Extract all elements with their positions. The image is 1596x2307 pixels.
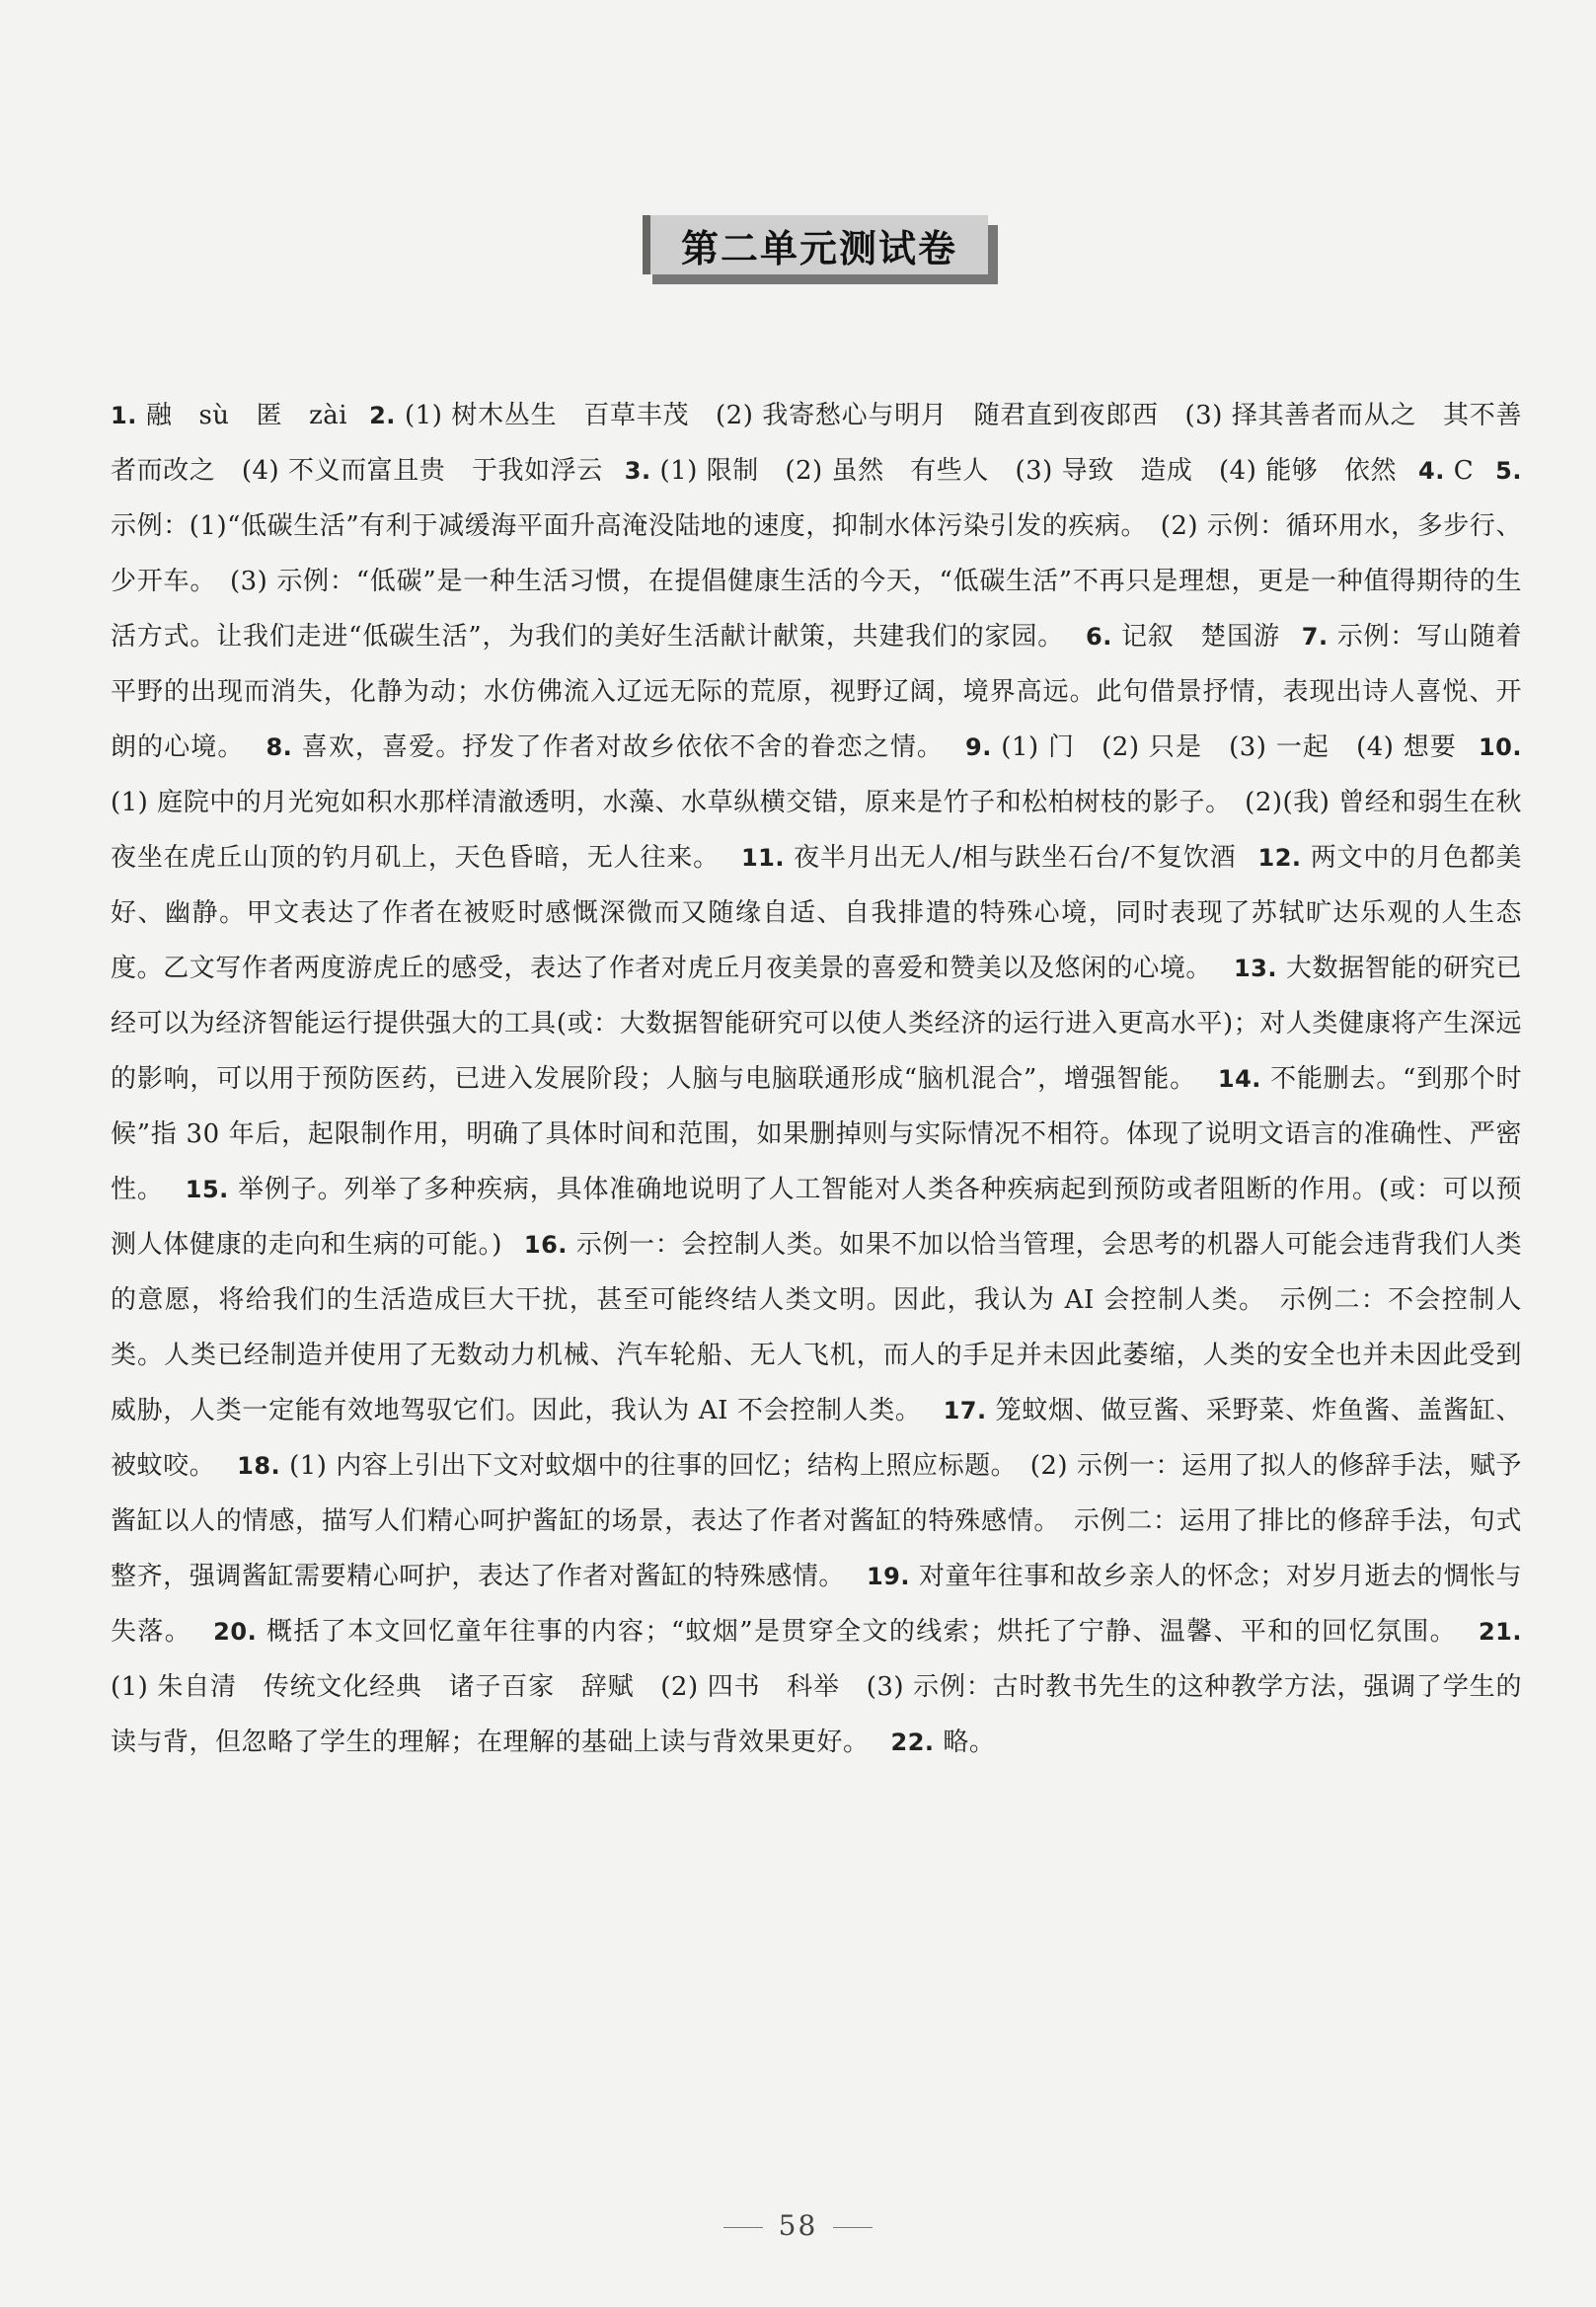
answer-body: (1) 门 (2) 只是 (3) 一起 (4) 想要 <box>1001 732 1457 762</box>
answer-body: 示例：(1)“低碳生活”有利于减缓海平面升高淹没陆地的速度，抑制水体污染引发的疾病。 (2) 示例：循环用水，多步行、少开车。 (3) 示例：“低碳”是一种生活习惯，在提倡健康生活的今天，“低碳生活”不再只是理想，更是一种值得期待的生活方式。让我们走进“低碳生活”，为我们的美好生活献计献策，共建我们的家园。 <box>111 511 1522 652</box>
answer-body: 两文中的月色都美好、幽静。甲文表达了作者在被贬时感慨深微而又随缘自适、自我排遣的特殊心境，同时表现了苏轼旷达乐观的人生态度。乙文写作者两度游虎丘的感受，表达了作者对虎丘月夜美景的喜爱和赞美以及悠闲的心境。 <box>111 843 1522 983</box>
answer-number: 14. <box>1217 1065 1271 1093</box>
answer-number: 18. <box>237 1452 290 1480</box>
answer-number: 3. <box>624 457 660 485</box>
answer-body: C <box>1453 456 1475 486</box>
answer-number: 8. <box>266 733 302 761</box>
answer-body: (1) 庭院中的月光宛如积水那样清澈透明，水藻、水草纵横交错，原来是竹子和松柏树枝的影子。 (2)(我) 曾经和弱生在秋夜坐在虎丘山顶的钓月矶上，天色昏暗，无人往来。 <box>111 788 1522 873</box>
answer-body: 融 sù 匿 zài <box>145 401 348 430</box>
section-title-block <box>643 215 998 284</box>
answer-item <box>244 732 944 762</box>
page-number: 58 <box>778 2209 818 2242</box>
answer-body: 示例一：会控制人类。如果不加以恰当管理，会思考的机器人可能会违背我们人类的意愿，将给我们的生活造成巨大干扰，甚至可能终结人类文明。因此，我认为 AI 会控制人类。 示例二：不会控制人类。人类已经制造并使用了无数动力机械、汽车轮船、无人飞机，而人的手足并未因此萎缩，人类的安全也并未因此受到威胁，人类一定能有效地驾驭它们。因此，我认为 AI 不会控制人类。 <box>111 1230 1522 1425</box>
answer-body: 不能删去。“到那个时候”指 30 年后，起限制作用，明确了具体时间和范围，如果删掉则与实际情况不相符。体现了说明文语言的准确性、严密性。 <box>111 1064 1522 1204</box>
answer-item <box>944 732 1457 762</box>
answer-body: 略。 <box>943 1728 996 1757</box>
answer-number: 9. <box>965 733 1002 761</box>
answer-number: 12. <box>1257 844 1311 872</box>
answer-body: 举例子。列举了多种疾病，具体准确地说明了人工智能对人类各种疾病起到预防或者阻断的作用。(或：可以预测人体健康的走向和生病的可能。) <box>111 1175 1522 1260</box>
answer-number: 5. <box>1495 457 1522 485</box>
answer-item <box>1397 456 1474 486</box>
answer-body: 笼蚊烟、做豆酱、采野菜、炸鱼酱、盖酱缸、被蚊咬。 <box>111 1396 1523 1481</box>
answer-number: 22. <box>890 1729 944 1756</box>
answer-number: 10. <box>1478 733 1522 761</box>
footer-dash-right <box>833 2227 873 2228</box>
answer-item <box>111 401 347 430</box>
answer-number: 19. <box>866 1563 919 1590</box>
answer-body: 记叙 楚国游 <box>1120 622 1280 652</box>
answer-body: 概括了本文回忆童年往事的内容；“蚊烟”是贯穿全文的线索；烘托了宁静、温馨、平和的回忆氛围。 <box>266 1617 1457 1647</box>
answer-item <box>603 456 1397 486</box>
answer-body: 大数据智能的研究已经可以为经济智能运行提供强大的工具(或：大数据智能研究可以使人类经济的运行进入更高水平)；对人类健康将产生深远的影响，可以用于预防医药，已进入发展阶段；人脑与电脑联通形成“脑机混合”，增强智能。 <box>111 954 1522 1094</box>
answer-item <box>1064 622 1280 652</box>
answer-number: 7. <box>1301 623 1337 651</box>
section-title: 第二单元测试卷 <box>643 215 988 274</box>
answer-body: 对童年往事和故乡亲人的怀念；对岁月逝去的惆怅与失落。 <box>111 1562 1522 1647</box>
answer-item <box>870 1728 996 1757</box>
answer-number: 1. <box>111 402 146 429</box>
answer-number: 15. <box>185 1176 239 1203</box>
answer-number: 17. <box>943 1397 996 1424</box>
answer-body: (1) 树木丛生 百草丰茂 (2) 我寄愁心与明月 随君直到夜郎西 (3) 择其善者而从之 其不善者而改之 (4) 不义而富且贵 于我如浮云 <box>111 401 1522 486</box>
answer-number: 2. <box>369 402 406 429</box>
answer-body: 喜欢，喜爱。抒发了作者对故乡依依不舍的眷恋之情。 <box>301 732 945 762</box>
answer-body: (1) 限制 (2) 虽然 有些人 (3) 导致 造成 (4) 能够 依然 <box>659 456 1398 486</box>
answer-body: (1) 内容上引出下文对蚊烟中的往事的回忆；结构上照应标题。 (2) 示例一：运用了拟人的修辞手法，赋予酱缸以人的情感，描写人们精心呵护酱缸的场景，表达了作者对酱缸的特殊感情。 示例二：运用了排比的修辞手法，句式整齐，强调酱缸需要精心呵护，表达了作者对酱缸的特殊感情。 <box>111 1451 1522 1591</box>
answer-body: 示例：写山随着平野的出现而消失，化静为动；水仿佛流入辽远无际的荒原，视野辽阔，境界高远。此句借景抒情，表现出诗人喜悦、开朗的心境。 <box>111 622 1522 762</box>
answer-body: 夜半月出无人/相与趺坐石台/不复饮酒 <box>794 843 1237 873</box>
answer-number: 6. <box>1086 623 1121 651</box>
answer-number: 21. <box>1478 1618 1522 1646</box>
answer-number: 16. <box>523 1231 576 1259</box>
answer-number: 20. <box>213 1618 266 1646</box>
page-footer <box>0 2209 1596 2242</box>
footer-dash-left <box>723 2227 763 2228</box>
answer-item <box>191 1617 1457 1647</box>
answer-number: 11. <box>740 844 795 872</box>
answer-number: 4. <box>1418 457 1454 485</box>
answer-item <box>720 843 1237 873</box>
answer-text <box>111 388 1522 1770</box>
answer-body: (1) 朱自清 传统文化经典 诸子百家 辞赋 (2) 四书 科举 (3) 示例：古时教书先生的这种教学方法，强调了学生的读与背，但忽略了学生的理解；在理解的基础上读与背效果更好。 <box>111 1672 1522 1757</box>
answer-number: 13. <box>1233 955 1286 982</box>
